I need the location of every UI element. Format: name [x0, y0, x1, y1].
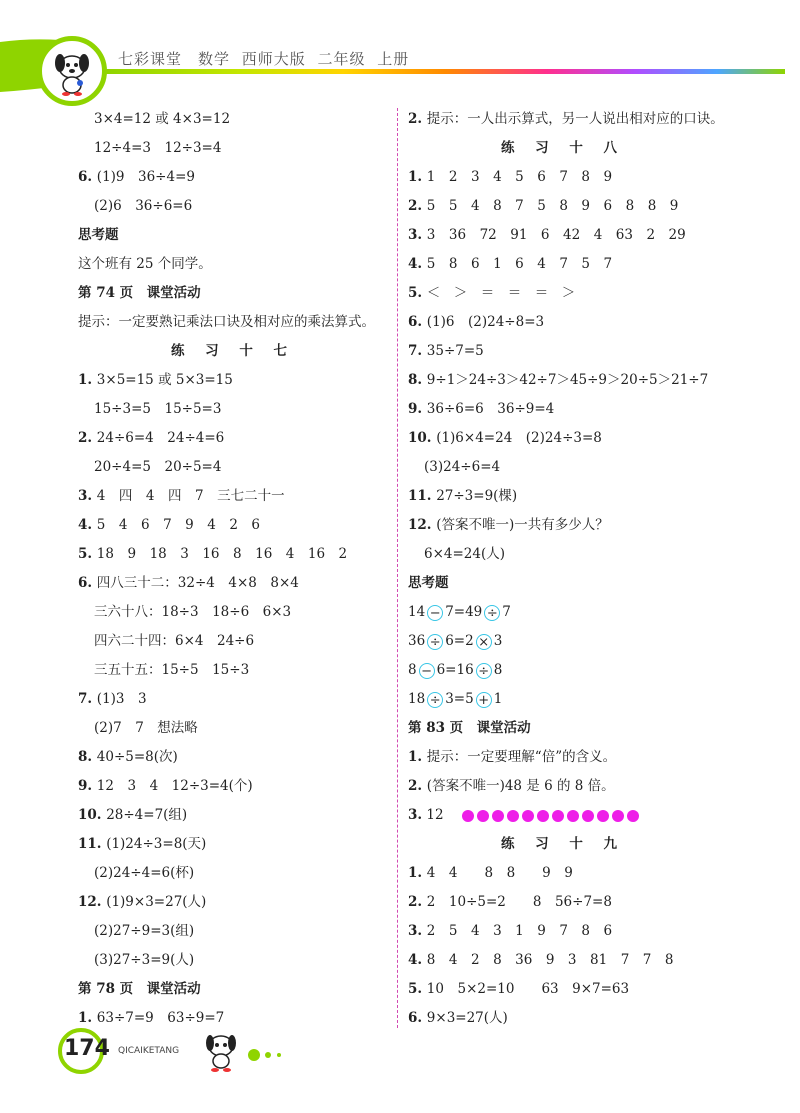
item-text: 28÷4=7(组): [106, 807, 188, 823]
item-number: 4.: [408, 256, 427, 272]
item-text: (2)24÷4=6(杯): [94, 865, 195, 881]
answer-line: [408, 105, 724, 134]
operator-circle: −: [427, 605, 443, 621]
item-number: 5.: [408, 981, 427, 997]
section-heading: [408, 134, 718, 163]
item-text: 12: [426, 807, 444, 823]
dot: [477, 810, 489, 822]
item-number: 2.: [408, 198, 427, 214]
item-text: 提示：一定要熟记乘法口诀及相对应的乘法算式。: [78, 314, 375, 330]
dot: [492, 810, 504, 822]
item-text: 4 4 8 8 9 9: [426, 865, 573, 881]
answer-line: [78, 743, 388, 772]
answer-line: [408, 1004, 718, 1033]
puzzle-number: 3: [493, 633, 503, 649]
answer-line: [408, 975, 718, 1004]
item-text: 24÷6=4 24÷4=6: [96, 430, 225, 446]
item-text: 12÷4=3 12÷3=4: [94, 140, 222, 156]
item-number: 6.: [78, 169, 97, 185]
dot: [582, 810, 594, 822]
answer-line: [78, 482, 388, 511]
answer-line: [78, 888, 388, 917]
right-column-section-c: [408, 830, 718, 1033]
puzzle-number: 14: [408, 604, 426, 620]
item-text: 3×4=12 或 4×3=12: [94, 111, 231, 127]
page-number: 174: [64, 1036, 110, 1061]
footer-dot-small: [277, 1053, 281, 1057]
header-rainbow-bar: [105, 69, 785, 74]
item-number: 10.: [408, 430, 437, 446]
puzzle-number: 3=5: [445, 691, 474, 707]
puzzle-number: 6=16: [436, 662, 474, 678]
item-number: 3.: [78, 488, 97, 504]
item-number: 8.: [78, 749, 97, 765]
item-text: 27÷3=9(棵): [436, 488, 518, 504]
item-text: (1)6 (2)24÷8=3: [426, 314, 545, 330]
item-text: 思考题: [78, 227, 119, 243]
answer-line: [78, 772, 388, 801]
item-text: 4 四 4 四 7 三七二十一: [96, 488, 285, 504]
item-number: 1.: [78, 372, 97, 388]
answer-line: [408, 192, 718, 221]
dot: [552, 810, 564, 822]
answer-line: [408, 772, 718, 801]
item-text: 9÷1＞24÷3＞42÷7＞45÷9＞20÷5＞21÷7: [426, 372, 709, 388]
item-text: (1)9 36÷4=9: [96, 169, 195, 185]
puzzle-number: 6=2: [445, 633, 474, 649]
item-number: 10.: [78, 807, 107, 823]
left-column: [78, 105, 388, 1033]
item-number: 6.: [408, 314, 427, 330]
dot-row: [462, 810, 639, 822]
dot: [612, 810, 624, 822]
answer-line: [78, 192, 388, 221]
answer-line: [408, 859, 718, 888]
item-text: 12 3 4 12÷3=4(个): [96, 778, 253, 794]
item-text: 36÷6=6 36÷9=4: [426, 401, 555, 417]
item-text: 练 习 十 八: [500, 140, 626, 156]
item-number: 1.: [408, 749, 427, 765]
answer-line: [78, 395, 388, 424]
item-number: 4.: [78, 517, 97, 533]
puzzle-line: [408, 656, 718, 685]
item-text: 2 5 4 3 1 9 7 8 6: [426, 923, 613, 939]
answer-line: [408, 308, 718, 337]
mascot-logo: [37, 36, 107, 106]
section-heading: [78, 337, 388, 366]
answer-line: [408, 250, 718, 279]
item-number: 5.: [78, 546, 97, 562]
answer-line: [78, 250, 388, 279]
answer-line: [408, 453, 718, 482]
puzzle-number: 8: [493, 662, 503, 678]
dot: [567, 810, 579, 822]
item-number: 1.: [408, 865, 427, 881]
answer-line: [78, 685, 388, 714]
item-text: 练 习 十 七: [170, 343, 296, 359]
answer-line: [408, 279, 718, 308]
item-number: 7.: [408, 343, 427, 359]
item-number: 1.: [408, 169, 427, 185]
puzzle-line: [408, 627, 718, 656]
item-number: 6.: [78, 575, 97, 591]
item-text: (答案不唯一)48 是 6 的 8 倍。: [426, 778, 615, 794]
answer-line: [78, 946, 388, 975]
item-number: 11.: [78, 836, 107, 852]
answer-line: [78, 221, 388, 250]
item-text: 10 5×2=10 63 9×7=63: [426, 981, 630, 997]
item-number: 12.: [408, 517, 437, 533]
answer-line: [408, 221, 718, 250]
answer-line: [408, 395, 718, 424]
item-text: (2)6 36÷6=6: [94, 198, 193, 214]
item-text: 提示：一定要理解“倍”的含义。: [426, 749, 617, 765]
dot: [462, 810, 474, 822]
right-column: [408, 105, 724, 1033]
right-column-section-b: [408, 714, 718, 801]
item-text: 2 10÷5=2 8 56÷7=8: [426, 894, 612, 910]
footer-brand: QICAIKETANG: [118, 1046, 180, 1056]
answer-line: [78, 279, 388, 308]
item-number: 4.: [408, 952, 427, 968]
answer-line: [78, 366, 388, 395]
item-text: (答案不唯一)一共有多少人？: [436, 517, 609, 533]
answer-line: [78, 656, 388, 685]
puzzle-number: 8: [408, 662, 417, 678]
item-number: 5.: [408, 285, 427, 301]
item-text: 1 2 3 4 5 6 7 8 9: [426, 169, 613, 185]
dot: [597, 810, 609, 822]
thinking-puzzles: [408, 598, 718, 714]
item-text: 15÷3=5 15÷5=3: [94, 401, 222, 417]
item-text: 3×5=15 或 5×3=15: [96, 372, 233, 388]
operator-circle: −: [419, 663, 435, 679]
item-text: (3)27÷3=9(人): [94, 952, 195, 968]
puzzle-line: [408, 685, 718, 714]
operator-circle: ÷: [484, 605, 500, 621]
answer-line: [408, 424, 718, 453]
item-text: 9×3=27(人): [426, 1010, 508, 1026]
item-text: 8 4 2 8 36 9 3 81 7 7 8: [426, 952, 674, 968]
operator-circle: ÷: [476, 663, 492, 679]
answer-line: [78, 453, 388, 482]
item-text: 第 83 页 课堂活动: [408, 720, 531, 736]
item-text: 三六十八：18÷3 18÷6 6×3: [94, 604, 292, 620]
item-text: 63÷7=9 63÷9=7: [96, 1010, 225, 1026]
answer-line: [408, 337, 718, 366]
answer-line: [408, 714, 718, 743]
item-text: (1)6×4=24 (2)24÷3=8: [436, 430, 602, 446]
operator-circle: ÷: [427, 634, 443, 650]
answer-line: [78, 163, 388, 192]
answer-line: [78, 511, 388, 540]
item-text: 第 78 页 课堂活动: [78, 981, 201, 997]
item-number: 3.: [408, 923, 427, 939]
column-divider: [397, 108, 398, 1028]
operator-circle: +: [476, 692, 492, 708]
item-text: 5 4 6 7 9 4 2 6: [96, 517, 261, 533]
answer-line: [78, 105, 388, 134]
dog-mascot-icon: [42, 41, 102, 101]
item-text: 20÷4=5 20÷5=4: [94, 459, 222, 475]
puzzle-number: 7=49: [445, 604, 483, 620]
answer-line: [408, 163, 718, 192]
item-text: 思考题: [408, 575, 449, 591]
item-text: 35÷7=5: [426, 343, 484, 359]
section-heading: [408, 830, 718, 859]
item-text: 练 习 十 九: [500, 836, 626, 852]
answer-line: [408, 511, 718, 540]
item-number: 3.: [408, 227, 427, 243]
answer-line: [408, 540, 718, 569]
item-number: 6.: [408, 1010, 427, 1026]
puzzle-number: 18: [408, 691, 426, 707]
answer-line: [78, 801, 388, 830]
item-number: 1.: [78, 1010, 97, 1026]
item-text: ＜ ＞ ＝ ＝ ＝ ＞: [426, 285, 576, 301]
item-text: 这个班有 25 个同学。: [78, 256, 212, 272]
answer-line: [78, 598, 388, 627]
right-column-section-a: [408, 105, 724, 598]
item-number: 8.: [408, 372, 427, 388]
item-text: (3)24÷6=4: [424, 459, 501, 475]
answer-line: [78, 859, 388, 888]
item-text: 四六二十四：6×4 24÷6: [94, 633, 255, 649]
item-number: 2.: [78, 430, 97, 446]
answer-line: [408, 366, 718, 395]
item-text: (2)7 7 想法略: [94, 720, 198, 736]
item-text: 5 5 4 8 7 5 8 9 6 8 8 9: [426, 198, 679, 214]
answer-line: [78, 975, 388, 1004]
item-text: (1)24÷3=8(天): [106, 836, 207, 852]
footer-mascot-icon: [196, 1028, 246, 1074]
header-title: 七彩课堂 数学 西师大版 二年级 上册: [118, 50, 410, 68]
dot: [537, 810, 549, 822]
answer-line: [408, 743, 718, 772]
answer-line: [408, 482, 718, 511]
item-text: 三五十五：15÷5 15÷3: [94, 662, 250, 678]
item-number: 9.: [78, 778, 97, 794]
answer-line: [78, 308, 388, 337]
answer-line: [78, 714, 388, 743]
answer-line: [408, 946, 718, 975]
puzzle-number: 36: [408, 633, 426, 649]
answer-line: [408, 569, 718, 598]
item-text: (2)27÷9=3(组): [94, 923, 195, 939]
item-number: 9.: [408, 401, 427, 417]
answer-line: [408, 888, 718, 917]
answer-line: [78, 917, 388, 946]
item-text: 提示：一人出示算式，另一人说出相对应的口诀。: [426, 111, 724, 127]
item-number: 12.: [78, 894, 107, 910]
operator-circle: ÷: [427, 692, 443, 708]
item-text: 18 9 18 3 16 8 16 4 16 2: [96, 546, 348, 562]
footer-dot-large: [248, 1049, 260, 1061]
item-text: 四八三十二：32÷4 4×8 8×4: [96, 575, 299, 591]
item-text: (1)9×3=27(人): [106, 894, 207, 910]
dot: [522, 810, 534, 822]
puzzle-number: 7: [502, 604, 511, 620]
item-number: 7.: [78, 691, 97, 707]
item-number: 2.: [408, 894, 427, 910]
page-header: [0, 0, 800, 95]
answer-line: [78, 540, 388, 569]
answer-line: [78, 424, 388, 453]
answer-line-dots: [408, 801, 718, 830]
answer-line: [78, 569, 388, 598]
item-number: 2.: [408, 778, 427, 794]
dot: [507, 810, 519, 822]
dot: [627, 810, 639, 822]
item-number: 3.: [408, 807, 423, 823]
item-text: 6×4=24(人): [424, 546, 506, 562]
answer-line: [408, 917, 718, 946]
item-number: 11.: [408, 488, 437, 504]
answer-line: [78, 134, 388, 163]
item-text: 3 36 72 91 6 42 4 63 2 29: [426, 227, 686, 243]
answer-line: [78, 627, 388, 656]
item-text: 5 8 6 1 6 4 7 5 7: [426, 256, 613, 272]
item-number: 2.: [408, 111, 427, 127]
item-text: (1)3 3: [96, 691, 147, 707]
puzzle-line: [408, 598, 718, 627]
item-text: 40÷5=8(次): [96, 749, 178, 765]
puzzle-number: 1: [493, 691, 503, 707]
operator-circle: ×: [476, 634, 492, 650]
answer-line: [78, 830, 388, 859]
item-text: 第 74 页 课堂活动: [78, 285, 201, 301]
footer-dot-medium: [265, 1052, 271, 1058]
